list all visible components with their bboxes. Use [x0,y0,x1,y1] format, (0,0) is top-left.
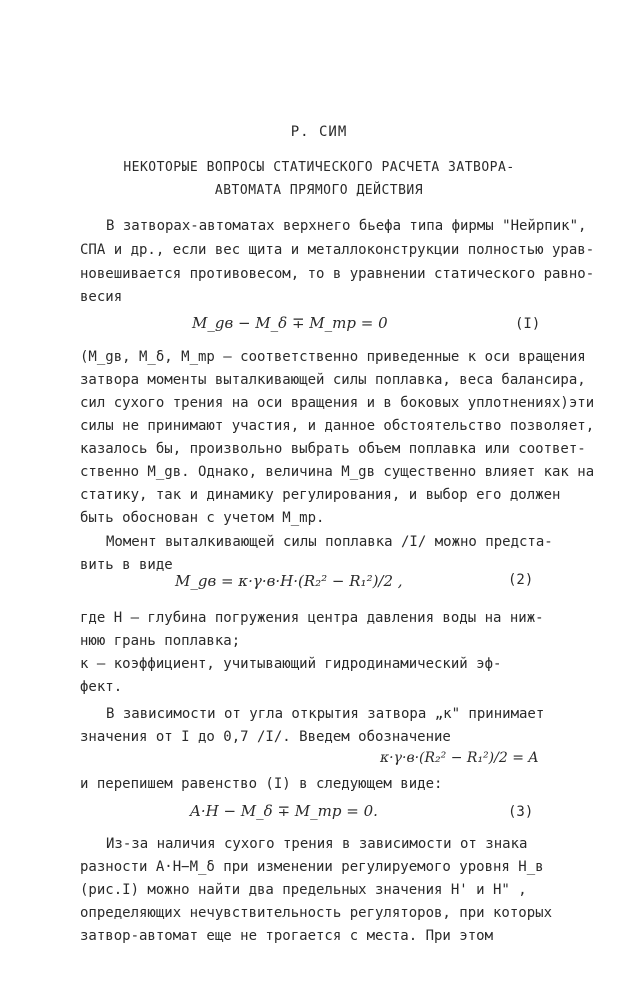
paragraph-6-line-4: определяющих нечувствительность регуляторов, при которых [80,905,553,921]
paragraph-2-line-2: затвора моменты выталкивающей силы поплавка, веса балансира, [80,372,586,388]
definition-k-line-1: κ – коэффициент, учитывающий гидродинамический эф- [80,656,502,672]
paragraph-1-line-3: новешивается противовесом, то в уравнении статического равно- [80,266,595,282]
notation-formula: κ·γ·в·(R₂² − R₁²)/2 = A [380,750,539,766]
definition-h-line-1: где H – глубина погружения центра давления воды на ниж- [80,610,544,626]
paragraph-2-line-1: (M_gв, M_δ, M_mp – соответственно приведенные к оси вращения [80,349,586,365]
equation-3: A·H − M_δ ∓ M_mp = 0. [190,802,378,820]
paragraph-2-line-8: быть обоснован с учетом M_mp. [80,510,325,526]
paragraph-2-line-3: сил сухого трения на оси вращения и в боковых уплотнениях)эти [80,395,595,411]
equation-2-number: (2) [508,572,534,588]
equation-1-number: (I) [515,316,541,332]
paragraph-3-line-1: Момент выталкивающей силы поплавка /I/ можно предста- [106,534,553,550]
author: Р. СИМ [290,124,348,140]
paragraph-6-line-2: разности A·H−M_δ при изменении регулируемого уровня H_в [80,859,544,875]
definition-h-line-2: нюю грань поплавка; [80,633,241,649]
equation-3-number: (3) [508,804,534,820]
paragraph-4-line-1: В зависимости от угла открытия затвора „κ" принимает [106,706,545,722]
paragraph-6-line-5: затвор-автомат еще не трогается с места. При этом [80,928,494,944]
equation-1: M_gв − M_δ ∓ M_mp = 0 [192,314,388,332]
paragraph-5: и перепишем равенство (I) в следующем виде: [80,776,443,792]
paragraph-2-line-6: ственно M_gв. Однако, величина M_gв существенно влияет как на [80,464,595,480]
paragraph-2-line-4: силы не принимают участия, и данное обстоятельство позволяет, [80,418,595,434]
equation-2: M_gв = κ·γ·в·H·(R₂² − R₁²)/2 , [175,572,403,590]
title-line-1: НЕКОТОРЫЕ ВОПРОСЫ СТАТИЧЕСКОГО РАСЧЕТА ЗАТВОРА- [123,160,515,175]
paragraph-6-line-3: (рис.I) можно найти два предельных значения H' и H" , [80,882,527,898]
paragraph-1-line-2: СПА и др., если вес щита и металлоконструкции полностью урав- [80,242,595,258]
paragraph-4-line-2: значения от I до 0,7 /I/. Введем обозначение [80,729,451,745]
definition-k-line-2: фект. [80,679,123,695]
paragraph-1-line-4: весия [80,289,123,305]
paragraph-6-line-1: Из-за наличия сухого трения в зависимости от знака [106,836,528,852]
paragraph-3-line-2: вить в виде [80,557,173,573]
paragraph-2-line-5: казалось бы, произвольно выбрать объем поплавка или соответ- [80,441,586,457]
paragraph-1-line-1: В затворах-автоматах верхнего бьефа типа фирмы "Нейрпик", [106,218,587,234]
paragraph-2-line-7: статику, так и динамику регулирования, и выбор его должен [80,487,561,503]
title-line-2: АВТОМАТА ПРЯМОГО ДЕЙСТВИЯ [214,183,424,198]
